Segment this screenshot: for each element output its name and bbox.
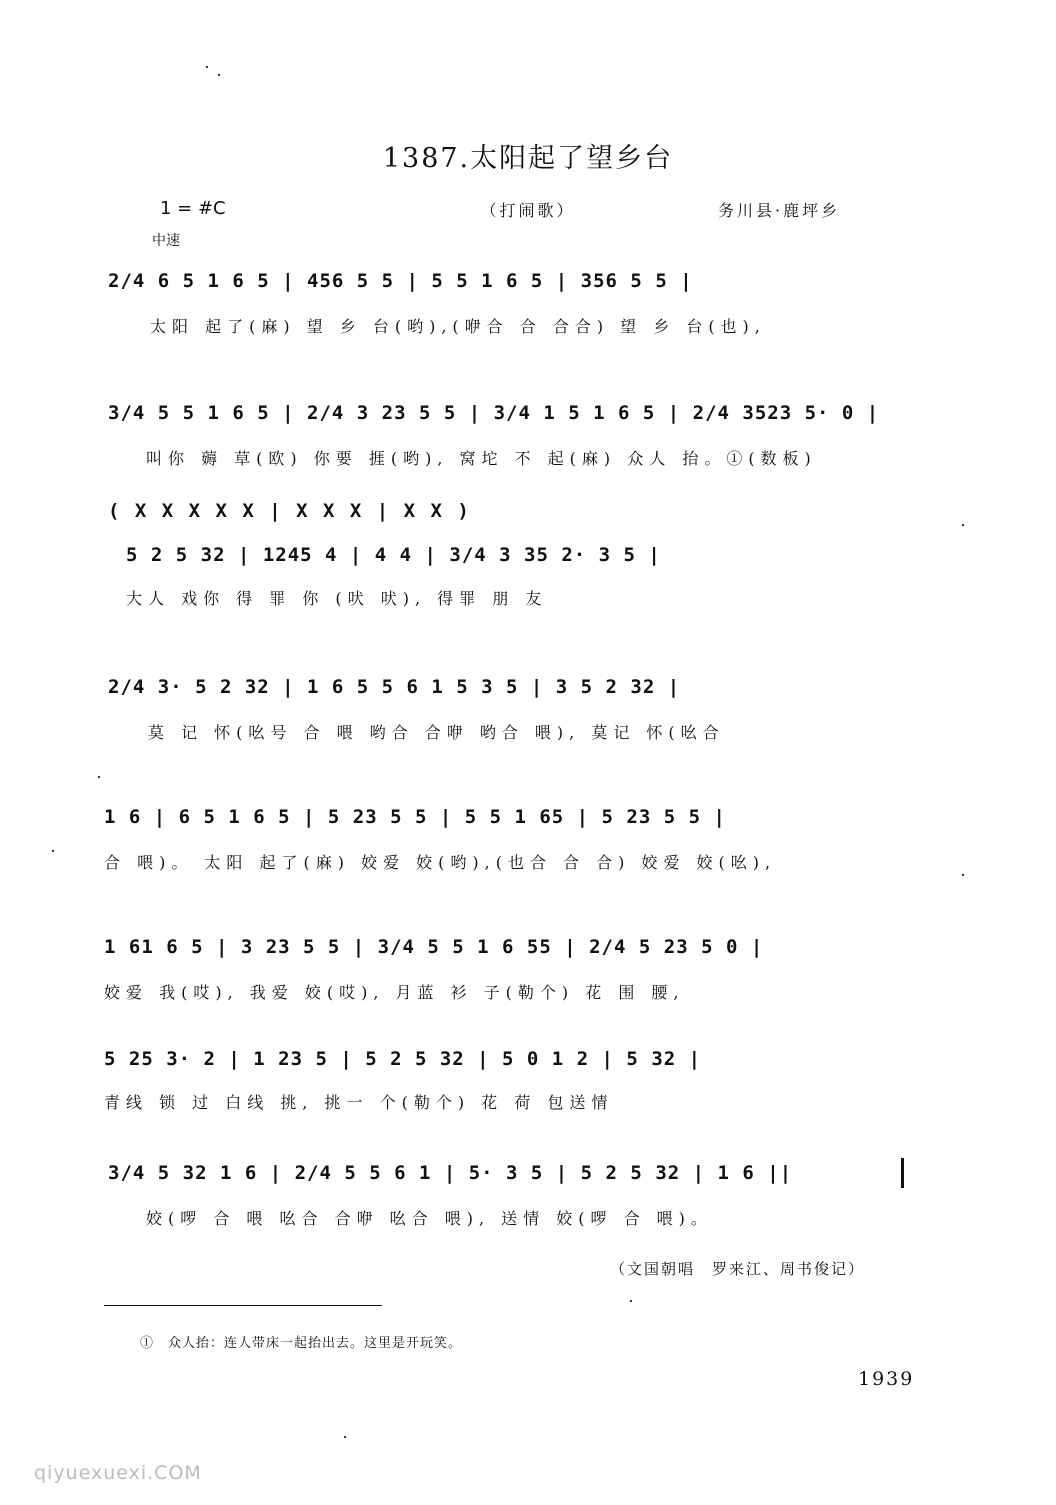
lyrics-line-7: 青线 锁 过 白线 挑, 挑一 个(勒个) 花 荷 包送情 bbox=[104, 1093, 614, 1112]
notation-line-2: 3/4 5 5 1 6 5 | 2/4 3 23 5 5 | 3/4 1 5 1 6 5 | 2/4 3523 5· 0 | bbox=[108, 402, 880, 424]
scan-speck bbox=[344, 1436, 346, 1438]
lyrics-line-4: 莫 记 怀(吆号 合 喂 哟合 合咿 哟合 喂), 莫记 怀(吆合 bbox=[148, 723, 725, 742]
scan-speck bbox=[962, 874, 964, 876]
lyrics-line-1: 太阳 起了(麻) 望 乡 台(哟),(咿合 合 合合) 望 乡 台(也), bbox=[150, 317, 766, 336]
tempo-marking: 中速 bbox=[152, 233, 180, 249]
notation-line-7: 5 25 3· 2 | 1 23 5 | 5 2 5 32 | 5 0 1 2 | 5 32 | bbox=[104, 1048, 702, 1070]
scan-speck bbox=[630, 1300, 632, 1302]
notation-line-1: 2/4 6 5 1 6 5 | 456 5 5 | 5 5 1 6 5 | 356 5 5 | bbox=[108, 270, 693, 292]
notation-line-4: 2/4 3· 5 2 32 | 1 6 5 5 6 1 5 3 5 | 3 5 2 32 | bbox=[108, 676, 681, 698]
page-number: 1939 bbox=[858, 1368, 915, 1390]
percussion-line: ( X X X X X | X X X | X X ) bbox=[108, 500, 471, 522]
notation-line-3: 5 2 5 32 | 1245 4 | 4 4 | 3/4 3 35 2· 3 5 | bbox=[126, 544, 661, 566]
performer-credit: （文国朝唱 罗来江、周书俊记） bbox=[610, 1260, 866, 1278]
site-watermark: qiyuexuexi.COM bbox=[34, 1462, 202, 1484]
notation-line-8: 3/4 5 32 1 6 | 2/4 5 5 6 1 | 5· 3 5 | 5 2 5 32 | 1 6 || bbox=[108, 1162, 793, 1184]
notation-line-5: 1 6 | 6 5 1 6 5 | 5 23 5 5 | 5 5 1 65 | 5 23 5 5 | bbox=[104, 806, 726, 828]
lyrics-line-8: 姣(啰 合 喂 吆合 合咿 吆合 喂), 送情 姣(啰 合 喂)。 bbox=[146, 1209, 713, 1228]
notation-line-6: 1 61 6 5 | 3 23 5 5 | 3/4 5 5 1 6 55 | 2/4 5 23 5 0 | bbox=[104, 936, 764, 958]
origin-label: 务川县·鹿坪乡 bbox=[718, 201, 841, 220]
scan-speck bbox=[206, 66, 208, 68]
lyrics-line-3: 大人 戏你 得 罪 你 (吠 吠), 得罪 朋 友 bbox=[126, 589, 548, 608]
lyrics-line-6: 姣爱 我(哎), 我爱 姣(哎), 月蓝 衫 子(勒个) 花 围 腰, bbox=[104, 983, 685, 1002]
scan-speck bbox=[52, 850, 54, 852]
scan-speck bbox=[962, 524, 964, 526]
lyrics-line-2: 叫你 薅 草(欧) 你要 捱(哟), 窝坨 不 起(麻) 众人 抬。①(数板) bbox=[146, 449, 817, 468]
lyrics-line-5: 合 喂)。 太阳 起了(麻) 姣爱 姣(哟),(也合 合 合) 姣爱 姣(吆), bbox=[104, 853, 777, 872]
genre-label: （打闹歌） bbox=[480, 201, 576, 220]
song-title: 1387.太阳起了望乡台 bbox=[382, 143, 674, 174]
scan-speck bbox=[218, 74, 220, 76]
footnote: ① 众人抬：连人带床一起抬出去。这里是开玩笑。 bbox=[140, 1336, 463, 1351]
key-signature: 1 = #C bbox=[160, 198, 226, 219]
scan-speck bbox=[98, 776, 100, 778]
final-barline bbox=[901, 1158, 904, 1188]
footnote-divider bbox=[104, 1305, 382, 1306]
